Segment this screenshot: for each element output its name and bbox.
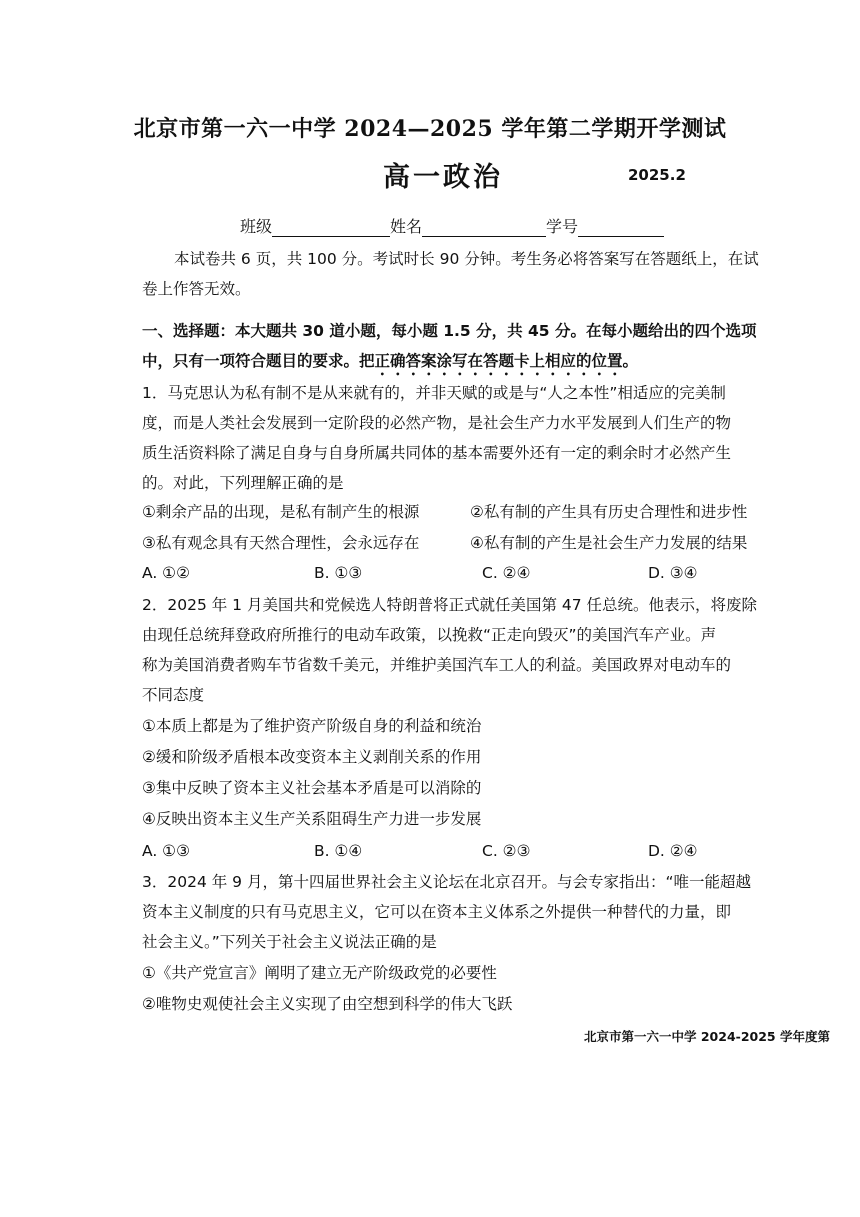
q1-item: ④私有制的产生是社会生产力发展的结果 — [470, 534, 748, 552]
instructions-line-2: 卷上作答无效。 — [142, 280, 251, 298]
class-blank[interactable] — [272, 220, 390, 237]
q2-stem-line: 2．2025 年 1 月美国共和党候选人特朗普将正式就任美国第 47 任总统。他表示，将废除 — [142, 596, 758, 614]
q3-stem-line: 社会主义。”下列关于社会主义说法正确的是 — [142, 933, 437, 951]
name-label: 姓名 — [390, 217, 423, 236]
q1-stem-line: 的。对此，下列理解正确的是 — [142, 474, 344, 492]
q2-stem-line: 称为美国消费者购车节省数千美元，并维护美国汽车工人的利益。美国政界对电动车的 — [142, 656, 732, 674]
name-blank[interactable] — [422, 220, 546, 237]
section1-heading-line-2 — [142, 346, 638, 379]
q1-stem-line: 度，而是人类社会发展到一定阶段的必然产物，是社会生产力水平发展到人们生产的物 — [142, 414, 732, 432]
q1-stem-line: 质生活资料除了满足自身与自身所属共同体的基本需要外还有一定的剩余时才必然产生 — [142, 444, 732, 462]
q2-item: ③集中反映了资本主义社会基本矛盾是可以消除的 — [142, 779, 482, 797]
q1-item: ②私有制的产生具有历史合理性和进步性 — [470, 503, 748, 521]
section1-emphasis: 正确答案涂写在答题卡上相应的位置 — [374, 352, 623, 370]
subject-title: 高一政治 — [383, 162, 503, 193]
q1-item: ③私有观念具有天然合理性，会永远存在 — [142, 534, 420, 552]
id-blank[interactable] — [578, 220, 664, 237]
class-label: 班级 — [240, 217, 273, 236]
q2-item: ②缓和阶级矛盾根本改变资本主义剥削关系的作用 — [142, 748, 482, 766]
q2-stem-line: 不同态度 — [142, 686, 205, 704]
q1-stem-line: 1．马克思认为私有制不是从来就有的，并非天赋的或是与“人之本性”相适应的完美制 — [142, 384, 726, 402]
q3-item: ①《共产党宣言》阐明了建立无产阶级政党的必要性 — [142, 964, 497, 982]
section1-period: 。 — [622, 352, 639, 370]
q2-option-c[interactable]: C. ②③ — [482, 842, 531, 860]
q1-item: ①剩余产品的出现，是私有制产生的根源 — [142, 503, 420, 521]
q1-option-d[interactable]: D. ③④ — [648, 564, 698, 582]
q3-item: ②唯物史观使社会主义实现了由空想到科学的伟大飞跃 — [142, 995, 513, 1013]
student-info-fields — [240, 214, 664, 237]
section1-heading-line-1: 一、选择题：本大题共 30 道小题，每小题 1.5 分，共 45 分。在每小题给出的四个选项 — [142, 322, 757, 340]
q2-option-b[interactable]: B. ①④ — [314, 842, 363, 860]
q2-stem-line: 由现任总统拜登政府所推行的电动车政策，以挽救“正走向毁灭”的美国汽车产业。声 — [142, 626, 717, 644]
q1-option-b[interactable]: B. ①③ — [314, 564, 363, 582]
q2-option-d[interactable]: D. ②④ — [648, 842, 698, 860]
q2-option-a[interactable]: A. ①③ — [142, 842, 190, 860]
q3-stem-line: 资本主义制度的只有马克思主义，它可以在资本主义体系之外提供一种替代的力量，即 — [142, 903, 732, 921]
section1-text: 中，只有一项符合题目的要求。把 — [142, 352, 375, 370]
exam-date: 2025.2 — [628, 166, 686, 184]
q2-item: ④反映出资本主义生产关系阻碍生产力进一步发展 — [142, 810, 482, 828]
q2-item: ①本质上都是为了维护资产阶级自身的利益和统治 — [142, 717, 482, 735]
q1-option-a[interactable]: A. ①② — [142, 564, 190, 582]
exam-title: 北京市第一六一中学 2024—2025 学年第二学期开学测试 — [133, 116, 727, 142]
instructions-line-1: 本试卷共 6 页，共 100 分。考试时长 90 分钟。考生务必将答案写在答题纸上，在试 — [174, 250, 759, 268]
id-label: 学号 — [546, 217, 579, 236]
q3-stem-line: 3．2024 年 9 月，第十四届世界社会主义论坛在北京召开。与会专家指出：“唯一能超越 — [142, 873, 751, 891]
page-footer: 北京市第一六一中学 2024-2025 学年度第 — [584, 1029, 830, 1044]
q1-option-c[interactable]: C. ②④ — [482, 564, 531, 582]
